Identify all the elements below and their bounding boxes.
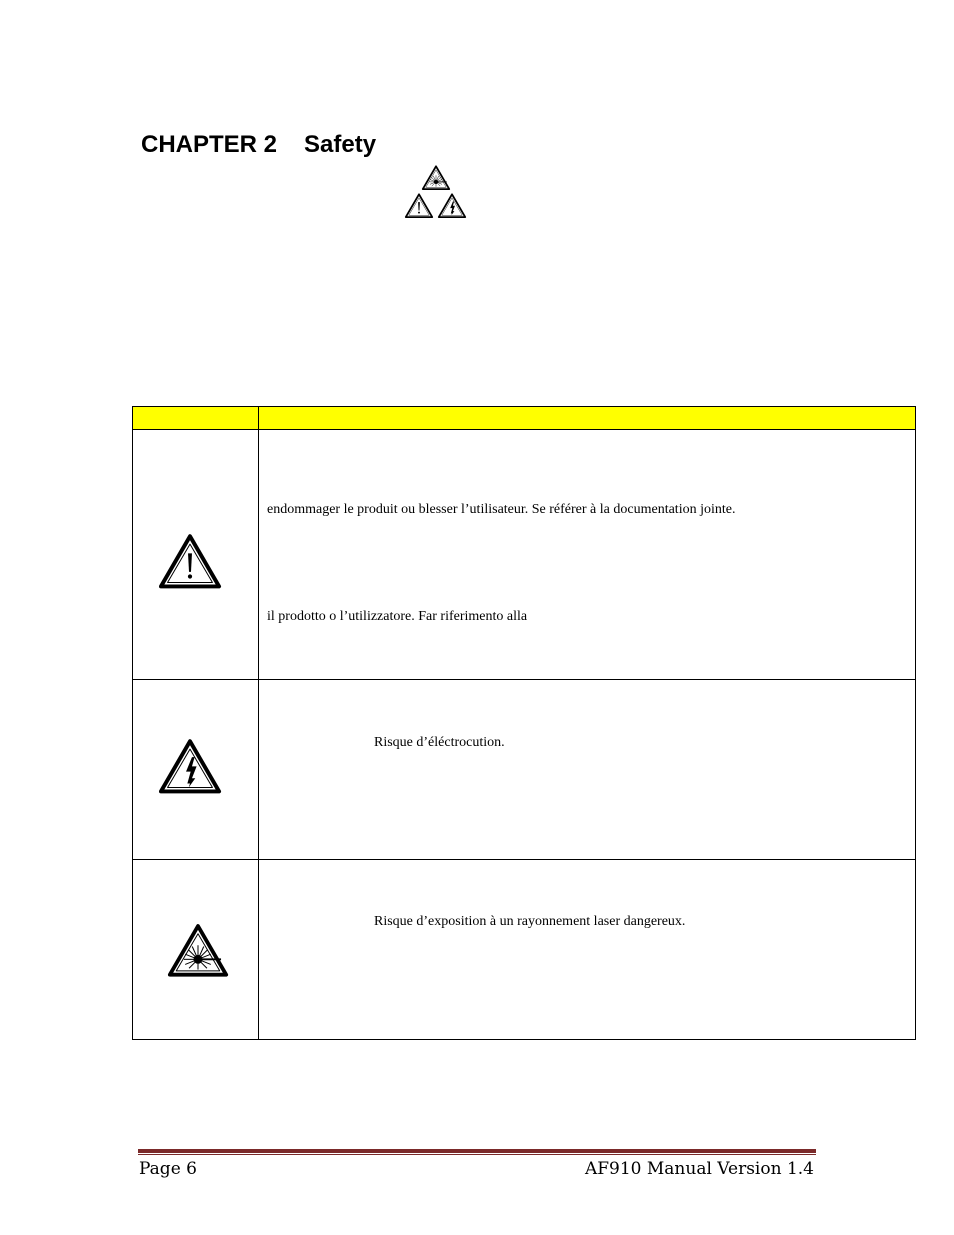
chapter-heading xyxy=(141,130,376,160)
safety-symbol-table xyxy=(132,406,916,1040)
header-cell-symbol xyxy=(133,407,259,430)
description-line: Risque d’éléctrocution. xyxy=(374,735,505,750)
document-version: AF910 Manual Version 1.4 xyxy=(584,1159,814,1179)
electric-shock-triangle-icon xyxy=(157,734,223,800)
table-row xyxy=(133,430,916,680)
chapter-number: CHAPTER 2 xyxy=(141,131,278,158)
description-line: endommager le produit ou blesser l’utilisateur. Se référer à la documentation jointe. xyxy=(267,502,736,517)
chapter-title-text: Safety xyxy=(304,131,377,158)
symbol-cell xyxy=(133,680,259,860)
table-row xyxy=(133,860,916,1040)
symbol-cell xyxy=(133,860,259,1040)
caution-triangle-icon xyxy=(404,192,434,220)
footer-rule-thin xyxy=(138,1154,816,1155)
safety-symbols-group xyxy=(404,164,468,222)
header-cell-description xyxy=(259,407,916,430)
description-line: Risque d’exposition à un rayonnement laser dangereux. xyxy=(374,914,686,929)
description-cell xyxy=(259,680,916,860)
table-header-row xyxy=(133,407,916,430)
electric-shock-triangle-icon xyxy=(437,192,467,220)
symbol-cell xyxy=(133,430,259,680)
description-cell xyxy=(259,430,916,680)
description-line: il prodotto o l’utilizzatore. Far riferimento alla xyxy=(267,609,528,624)
caution-triangle-icon xyxy=(157,532,223,592)
laser-radiation-triangle-icon xyxy=(421,164,451,192)
page-number: Page 6 xyxy=(139,1159,197,1179)
table-row xyxy=(133,680,916,860)
footer-rule xyxy=(138,1149,816,1153)
description-cell xyxy=(259,860,916,1040)
laser-radiation-triangle-icon xyxy=(166,922,230,980)
